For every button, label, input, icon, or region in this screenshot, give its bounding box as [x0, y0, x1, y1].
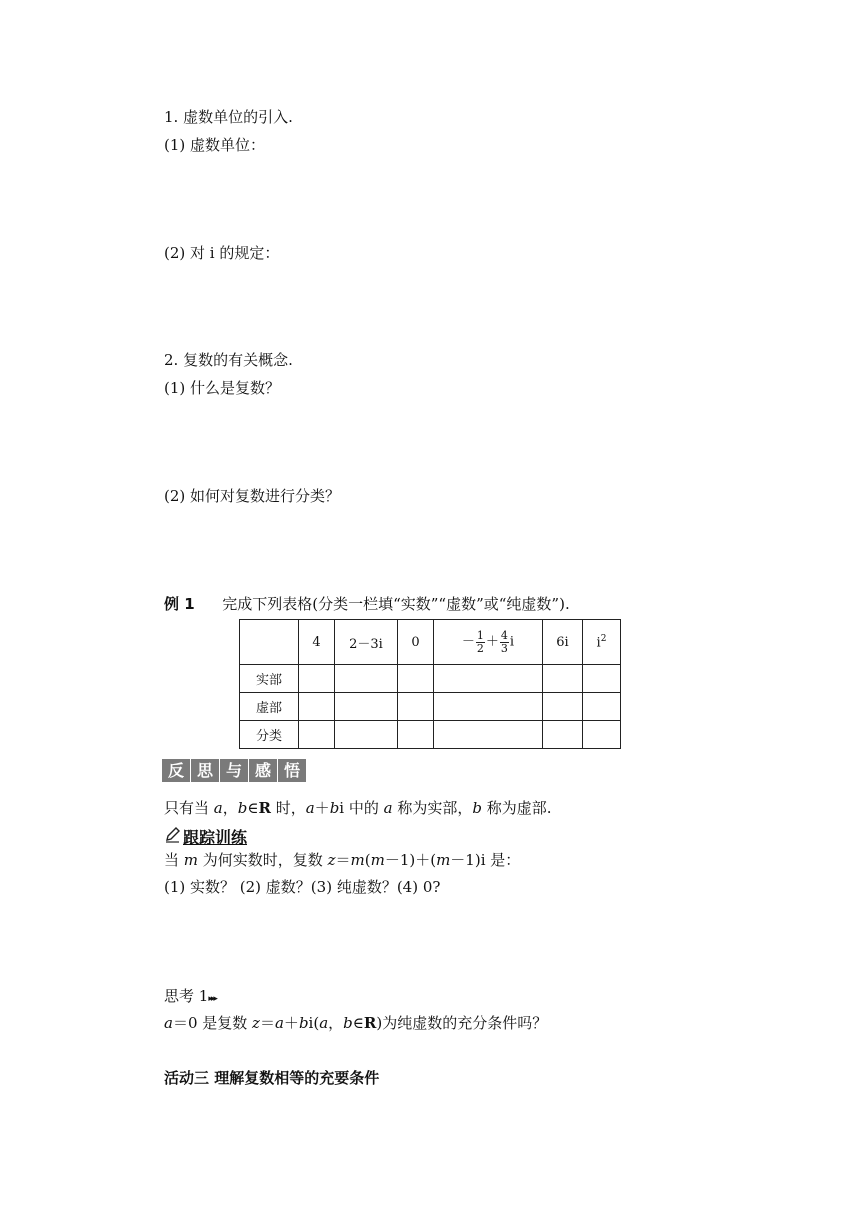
table-header-cell: 2－3i — [335, 620, 398, 665]
section2-title: 2. 复数的有关概念. — [164, 351, 293, 369]
pencil-icon — [164, 826, 181, 847]
row-label: 分类 — [240, 721, 299, 749]
table-header-cell-fraction: － $\frac{1}{2}$ ＋ $\frac{4}{3}$ i — [434, 620, 543, 665]
activity3-heading: 活动三 理解复数相等的充要条件 — [164, 1069, 380, 1087]
table-row — [240, 665, 621, 693]
section2-question2: (2) 如何对复数进行分类？ — [164, 487, 341, 505]
row-label: 实部 — [240, 665, 299, 693]
section2-question1: (1) 什么是复数？ — [164, 379, 281, 397]
reflection-badge: 反 思 与 感 悟 — [162, 759, 306, 782]
tracking-subquestions: (1) 实数？ (2) 虚数？(3) 纯虚数？(4) 0? — [164, 878, 441, 896]
table-header-cell: 6i — [543, 620, 583, 665]
example1-line — [164, 597, 570, 612]
section1-title: 1. 虚数单位的引入. — [164, 108, 293, 126]
table-header-cell: 0 — [398, 620, 434, 665]
tracking-question: 当 m 为何实数时，复数 z＝m(m－1)＋(m－1)i 是： — [164, 851, 521, 869]
table-header-cell-i-squared: $i^2$ — [583, 620, 621, 665]
reflection-text: 只有当 a，b∈R 时，a＋bi 中的 a 称为实部，b 称为虚部. — [164, 799, 552, 817]
table-row — [240, 693, 621, 721]
row-label: 虚部 — [240, 693, 299, 721]
table-corner-cell — [240, 620, 299, 665]
section1-question1: (1) 虚数单位： — [164, 136, 266, 154]
think1-label-line — [164, 989, 216, 1004]
section1-question2: (2) 对 i 的规定： — [164, 244, 280, 262]
think1-label: 思考 1 — [164, 987, 209, 1005]
triple-arrow-icon: ▸▸▸ — [208, 994, 216, 1004]
example1-label: 例 1 — [164, 595, 195, 613]
tracking-heading — [164, 825, 247, 848]
example1-text: 完成下列表格(分类一栏填“实数”“虚数”或“纯虚数”). — [222, 595, 570, 613]
tracking-title: 跟踪训练 — [183, 828, 248, 847]
table-row — [240, 721, 621, 749]
table-header-row — [240, 620, 621, 665]
example1-table — [239, 619, 621, 749]
table-header-cell: 4 — [299, 620, 335, 665]
think1-question: a＝0 是复数 z＝a＋bi(a，b∈R)为纯虚数的充分条件吗？ — [164, 1014, 548, 1032]
